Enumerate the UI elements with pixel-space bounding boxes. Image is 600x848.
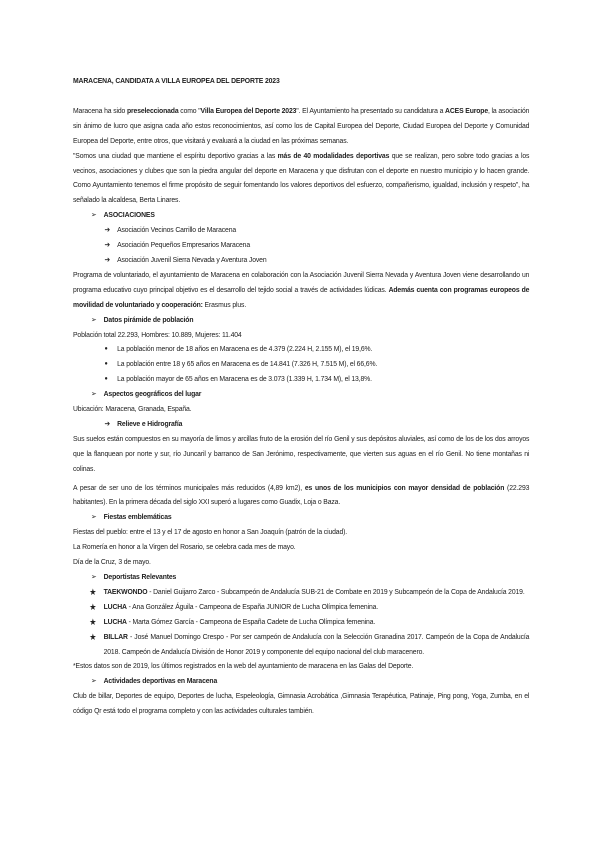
arrow-icon: ➢ bbox=[91, 512, 97, 522]
relieve-heading-item bbox=[73, 417, 529, 432]
voluntariado-paragraph bbox=[73, 268, 529, 313]
actividades-heading-item bbox=[73, 674, 529, 689]
relieve-paragraph: Sus suelos están compuestos en su mayoría de limos y arcillas fruto de la erosión del río Genil y sus depósitos aluviales, así como de los de los dos arroyos que la flanquean por norte y sur, río Juncaril y barranco de San Jerónimo, respectivamente, que vierten sus aguas en el río Genil. No tiene montañas ni colinas. bbox=[73, 433, 530, 473]
deportista-sport: BILLAR bbox=[103, 631, 128, 641]
star-icon: ★ bbox=[89, 616, 97, 627]
star-icon: ★ bbox=[89, 586, 97, 597]
relieve-heading: Relieve e Hidrografía bbox=[117, 418, 183, 428]
asociaciones-heading-item bbox=[73, 208, 529, 223]
quote-text-2: que se realizan, pero sobre todo gracias a los vecinos, asociaciones y clubes que son la piedra angular del deporte en Maracena y que disfrutan con el deporte en nuestro municipio y lo hacen grande. Como Ayuntamiento tenemos el firme propósito de seguir fomentando los valores deportivos del esfuerzo, compañerismo, igualdad, inclusión y respeto", ha señalado la alcaldesa, Berta Linares. bbox=[73, 150, 530, 205]
list-item bbox=[73, 615, 529, 630]
voluntariado-text-1: Programa de voluntariado, el ayuntamiento de Maracena en colaboración con la Asociación Juvenil Sierra Nevada y Aventura Joven viene desarrollando un programa educativo cuyo principal objetivo es el desarrollo del tejido social a través de actividades lúdicas. bbox=[73, 269, 530, 294]
poblacion-item: La población menor de 18 años en Maracena es de 4.379 (2.224 H, 2.155 M), el 19,6%. bbox=[117, 344, 373, 354]
list-item bbox=[73, 253, 529, 268]
page-title: MARACENA, CANDIDATA A VILLA EUROPEA DEL DEPORTE 2023 bbox=[73, 76, 280, 85]
poblacion-item: La población mayor de 65 años en Maracena es de 3.073 (1.339 H, 1.734 M), el 13,8%. bbox=[117, 374, 372, 384]
list-item bbox=[73, 585, 529, 600]
actividades-heading: Actividades deportivas en Maracena bbox=[103, 676, 218, 686]
intro-text-3: ". El Ayuntamiento ha presentado su candidatura a bbox=[296, 105, 446, 115]
right-arrow-icon: ➔ bbox=[104, 418, 111, 428]
actividades-paragraph: Club de billar, Deportes de equipo, Deportes de lucha, Espeleología, Gimnasia Acrobática ,Gimnasia Terapéutica, Patinaje, Ping pong, Yoga, Zumba, en el código Qr está todo el programa completo y con las actividades culturales también. bbox=[73, 691, 530, 716]
geografia-heading-item bbox=[73, 387, 529, 402]
deportista-sport: LUCHA bbox=[103, 601, 127, 611]
poblacion-summary: Población total 22.293, Hombres: 10.889, Mujeres: 11.404 bbox=[73, 329, 242, 339]
list-item bbox=[73, 223, 529, 238]
deportista-text: - José Manuel Domingo Crespo - Por ser campeón de Andalucía con la Selección Granadina 2017. Campeón de la Copa de Andalucía 2018. Campeón de Andalucía División de Honor 2019 y componente del equipo nacional del club maracenero. bbox=[103, 631, 530, 656]
intro-paragraph bbox=[73, 104, 529, 149]
asociacion-label: Asociación Vecinos Carrillo de Maracena bbox=[117, 225, 237, 235]
quote-paragraph bbox=[73, 149, 529, 209]
fiestas-heading: Fiestas emblemáticas bbox=[103, 512, 172, 522]
document-body bbox=[73, 74, 529, 719]
arrow-icon: ➢ bbox=[91, 210, 97, 220]
star-icon: ★ bbox=[89, 631, 97, 642]
intro-bold-2: Villa Europea del Deporte 2023 bbox=[200, 105, 297, 115]
ubicacion-line: Ubicación: Maracena, Granada, España. bbox=[73, 404, 192, 414]
densidad-text-1: A pesar de ser uno de los términos municipales más reducidos (4,89 km2), bbox=[73, 482, 305, 492]
deportistas-note: *Estos datos son de 2019, los últimos registrados en la web del ayuntamiento de maracena en las Galas del Deporte. bbox=[73, 661, 414, 671]
poblacion-heading-item bbox=[73, 313, 529, 328]
list-item bbox=[73, 600, 529, 615]
deportista-sport: LUCHA bbox=[103, 616, 127, 626]
deportistas-heading: Deportistas Relevantes bbox=[103, 572, 177, 581]
arrow-icon: ➢ bbox=[91, 389, 97, 399]
deportista-sport: TAEKWONDO bbox=[103, 586, 148, 596]
bullet-icon: ● bbox=[104, 376, 108, 383]
right-arrow-icon: ➔ bbox=[104, 240, 111, 250]
densidad-text-2: (22.293 habitantes). En la primera década del siglo XXI superó a lugares como Guadix, Loja o Baza. bbox=[73, 482, 530, 507]
deportista-text: - Daniel Guijarro Zarco - Subcampeón de Andalucía SUB-21 de Combate en 2019 y Subcampeón de la Copa de Andalucía 2019. bbox=[147, 586, 525, 596]
deportistas-heading-item bbox=[73, 570, 529, 585]
quote-text-1: "Somos una ciudad que mantiene el espíritu deportivo gracias a las bbox=[73, 150, 278, 160]
arrow-icon: ➢ bbox=[91, 314, 97, 324]
densidad-paragraph bbox=[73, 481, 529, 511]
list-item bbox=[73, 630, 529, 660]
poblacion-heading: Datos pirámide de población bbox=[103, 314, 194, 324]
list-item bbox=[73, 357, 529, 372]
intro-text-2: como " bbox=[178, 105, 201, 115]
voluntariado-text-2: Erasmus plus. bbox=[202, 299, 247, 309]
asociaciones-heading: ASOCIACIONES bbox=[103, 210, 155, 220]
fiestas-line: La Romería en honor a la Virgen del Rosario, se celebra cada mes de mayo. bbox=[73, 542, 296, 552]
bullet-icon: ● bbox=[104, 361, 108, 368]
arrow-icon: ➢ bbox=[91, 572, 97, 581]
intro-text-4: , la asociación sin ánimo de lucro que asigna cada año estos reconocimientos, así como los de Capital Europea del Deporte, Ciudad Europea del Deporte y Comunidad Europea del Deporte, entre otros, que visitará y evaluará a la ciudad en las próximas semanas. bbox=[73, 105, 530, 145]
fiestas-heading-item bbox=[73, 510, 529, 525]
deportista-text: - Marta Gómez García - Campeona de España Cadete de Lucha Olímpica femenina. bbox=[126, 616, 376, 626]
list-item bbox=[73, 372, 529, 387]
poblacion-item: La población entre 18 y 65 años en Maracena es de 14.841 (7.326 H, 7.515 M), el 66,6%. bbox=[117, 359, 378, 369]
arrow-icon: ➢ bbox=[91, 676, 97, 686]
densidad-bold: es unos de los municipios con mayor densidad de población bbox=[304, 482, 505, 492]
star-icon: ★ bbox=[89, 601, 97, 612]
right-arrow-icon: ➔ bbox=[104, 254, 111, 264]
asociacion-label: Asociación Juvenil Sierra Nevada y Aventura Joven bbox=[117, 254, 267, 264]
asociacion-label: Asociación Pequeños Empresarios Maracena bbox=[117, 240, 250, 250]
intro-text-1: Maracena ha sido bbox=[73, 105, 127, 115]
deportista-text: - Ana González Águila - Campeona de España JUNIOR de Lucha Olímpica femenina. bbox=[126, 601, 379, 611]
intro-bold-3: ACES Europe bbox=[445, 105, 489, 115]
list-item bbox=[73, 342, 529, 357]
intro-bold-1: preseleccionada bbox=[126, 105, 179, 115]
geografia-heading: Aspectos geográficos del lugar bbox=[103, 389, 202, 399]
fiestas-line: Fiestas del pueblo: entre el 13 y el 17 de agosto en honor a San Joaquín (patrón de la ciudad). bbox=[73, 527, 348, 537]
bullet-icon: ● bbox=[104, 346, 108, 353]
list-item bbox=[73, 238, 529, 253]
quote-bold-1: más de 40 modalidades deportivas bbox=[277, 150, 390, 160]
right-arrow-icon: ➔ bbox=[104, 225, 111, 235]
fiestas-line: Día de la Cruz, 3 de mayo. bbox=[73, 557, 151, 567]
voluntariado-bold: Además cuenta con programas europeos de movilidad de voluntariado y cooperación: bbox=[73, 284, 530, 309]
